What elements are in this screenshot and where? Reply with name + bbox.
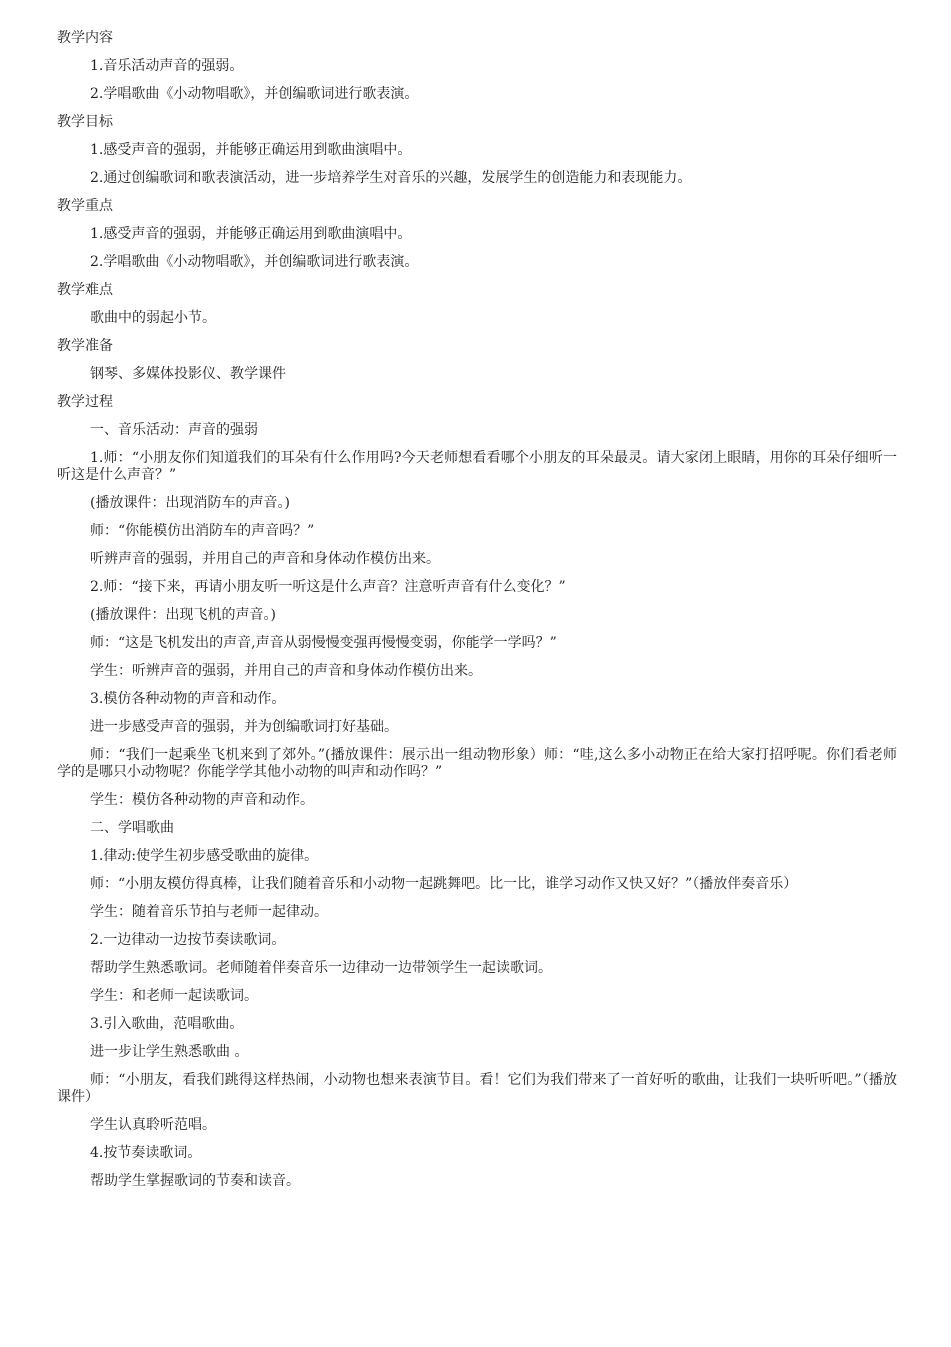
body-paragraph: 学生：听辨声音的强弱，并用自己的声音和身体动作模仿出来。	[90, 663, 482, 679]
body-paragraph: 师：“这是飞机发出的声音,声音从弱慢慢变强再慢慢变弱，你能学一学吗？”	[90, 635, 557, 651]
body-paragraph: 2.通过创编歌词和歌表演活动，进一步培养学生对音乐的兴趣，发展学生的创造能力和表现能力。	[90, 170, 692, 186]
section-heading: 教学目标	[57, 114, 113, 130]
body-paragraph: 听辨声音的强弱，并用自己的声音和身体动作模仿出来。	[90, 551, 440, 567]
section-heading: 教学准备	[57, 338, 113, 354]
body-paragraph: (播放课件：出现飞机的声音。)	[90, 607, 276, 623]
body-paragraph: 学生：模仿各种动物的声音和动作。	[90, 792, 314, 808]
body-paragraph: 师：“你能模仿出消防车的声音吗？”	[90, 523, 315, 539]
section-heading: 教学内容	[57, 30, 113, 46]
document-page	[57, 30, 897, 1201]
body-paragraph: 师：“小朋友，看我们跳得这样热闹，小动物也想来表演节目。看！它们为我们带来了一首好听的歌曲，让我们一块听听吧。”（播放课件）	[57, 1072, 897, 1105]
body-paragraph: 二、学唱歌曲	[90, 820, 174, 836]
section-heading: 教学重点	[57, 198, 113, 214]
body-paragraph: 一、音乐活动：声音的强弱	[90, 422, 258, 438]
body-paragraph: 3.引入歌曲，范唱歌曲。	[90, 1016, 244, 1032]
body-paragraph: 2.学唱歌曲《小动物唱歌》，并创编歌词进行歌表演。	[90, 86, 419, 102]
body-paragraph: 2.学唱歌曲《小动物唱歌》，并创编歌词进行歌表演。	[90, 254, 419, 270]
body-paragraph: 学生认真聆听范唱。	[90, 1117, 216, 1133]
body-paragraph: 师：“小朋友模仿得真棒，让我们随着音乐和小动物一起跳舞吧。比一比，谁学习动作又快又好？”（播放伴奏音乐）	[90, 876, 798, 892]
body-paragraph: 进一步让学生熟悉歌曲 。	[90, 1044, 249, 1060]
body-paragraph: 1.师：“小朋友你们知道我们的耳朵有什么作用吗?今天老师想看看哪个小朋友的耳朵最灵。请大家闭上眼睛，用你的耳朵仔细听一听这是什么声音？”	[57, 450, 897, 483]
body-paragraph: 学生：随着音乐节拍与老师一起律动。	[90, 904, 328, 920]
body-paragraph: 1.感受声音的强弱，并能够正确运用到歌曲演唱中。	[90, 226, 412, 242]
section-heading: 教学难点	[57, 282, 113, 298]
body-paragraph: 1.律动:使学生初步感受歌曲的旋律。	[90, 848, 319, 864]
body-paragraph: 帮助学生熟悉歌词。老师随着伴奏音乐一边律动一边带领学生一起读歌词。	[90, 960, 552, 976]
body-paragraph: 钢琴、多媒体投影仪、教学课件	[90, 366, 286, 382]
body-paragraph: 1.音乐活动声音的强弱。	[90, 58, 244, 74]
body-paragraph: 2.一边律动一边按节奏读歌词。	[90, 932, 286, 948]
body-paragraph: (播放课件：出现消防车的声音。)	[90, 495, 290, 511]
body-paragraph: 歌曲中的弱起小节。	[90, 310, 216, 326]
body-paragraph: 4.按节奏读歌词。	[90, 1145, 202, 1161]
body-paragraph: 进一步感受声音的强弱，并为创编歌词打好基础。	[90, 719, 398, 735]
body-paragraph: 师：“我们一起乘坐飞机来到了郊外。”(播放课件：展示出一组动物形象）师：“哇,这么多小动物正在给大家打招呼呢。你们看老师学的是哪只小动物呢？你能学学其他小动物的叫声和动作吗？”	[57, 747, 897, 780]
body-paragraph: 2.师：“接下来，再请小朋友听一听这是什么声音？注意听声音有什么变化？”	[90, 579, 566, 595]
body-paragraph: 学生：和老师一起读歌词。	[90, 988, 258, 1004]
body-paragraph: 1.感受声音的强弱，并能够正确运用到歌曲演唱中。	[90, 142, 412, 158]
body-paragraph: 帮助学生掌握歌词的节奏和读音。	[90, 1173, 300, 1189]
body-paragraph: 3.模仿各种动物的声音和动作。	[90, 691, 286, 707]
section-heading: 教学过程	[57, 394, 113, 410]
